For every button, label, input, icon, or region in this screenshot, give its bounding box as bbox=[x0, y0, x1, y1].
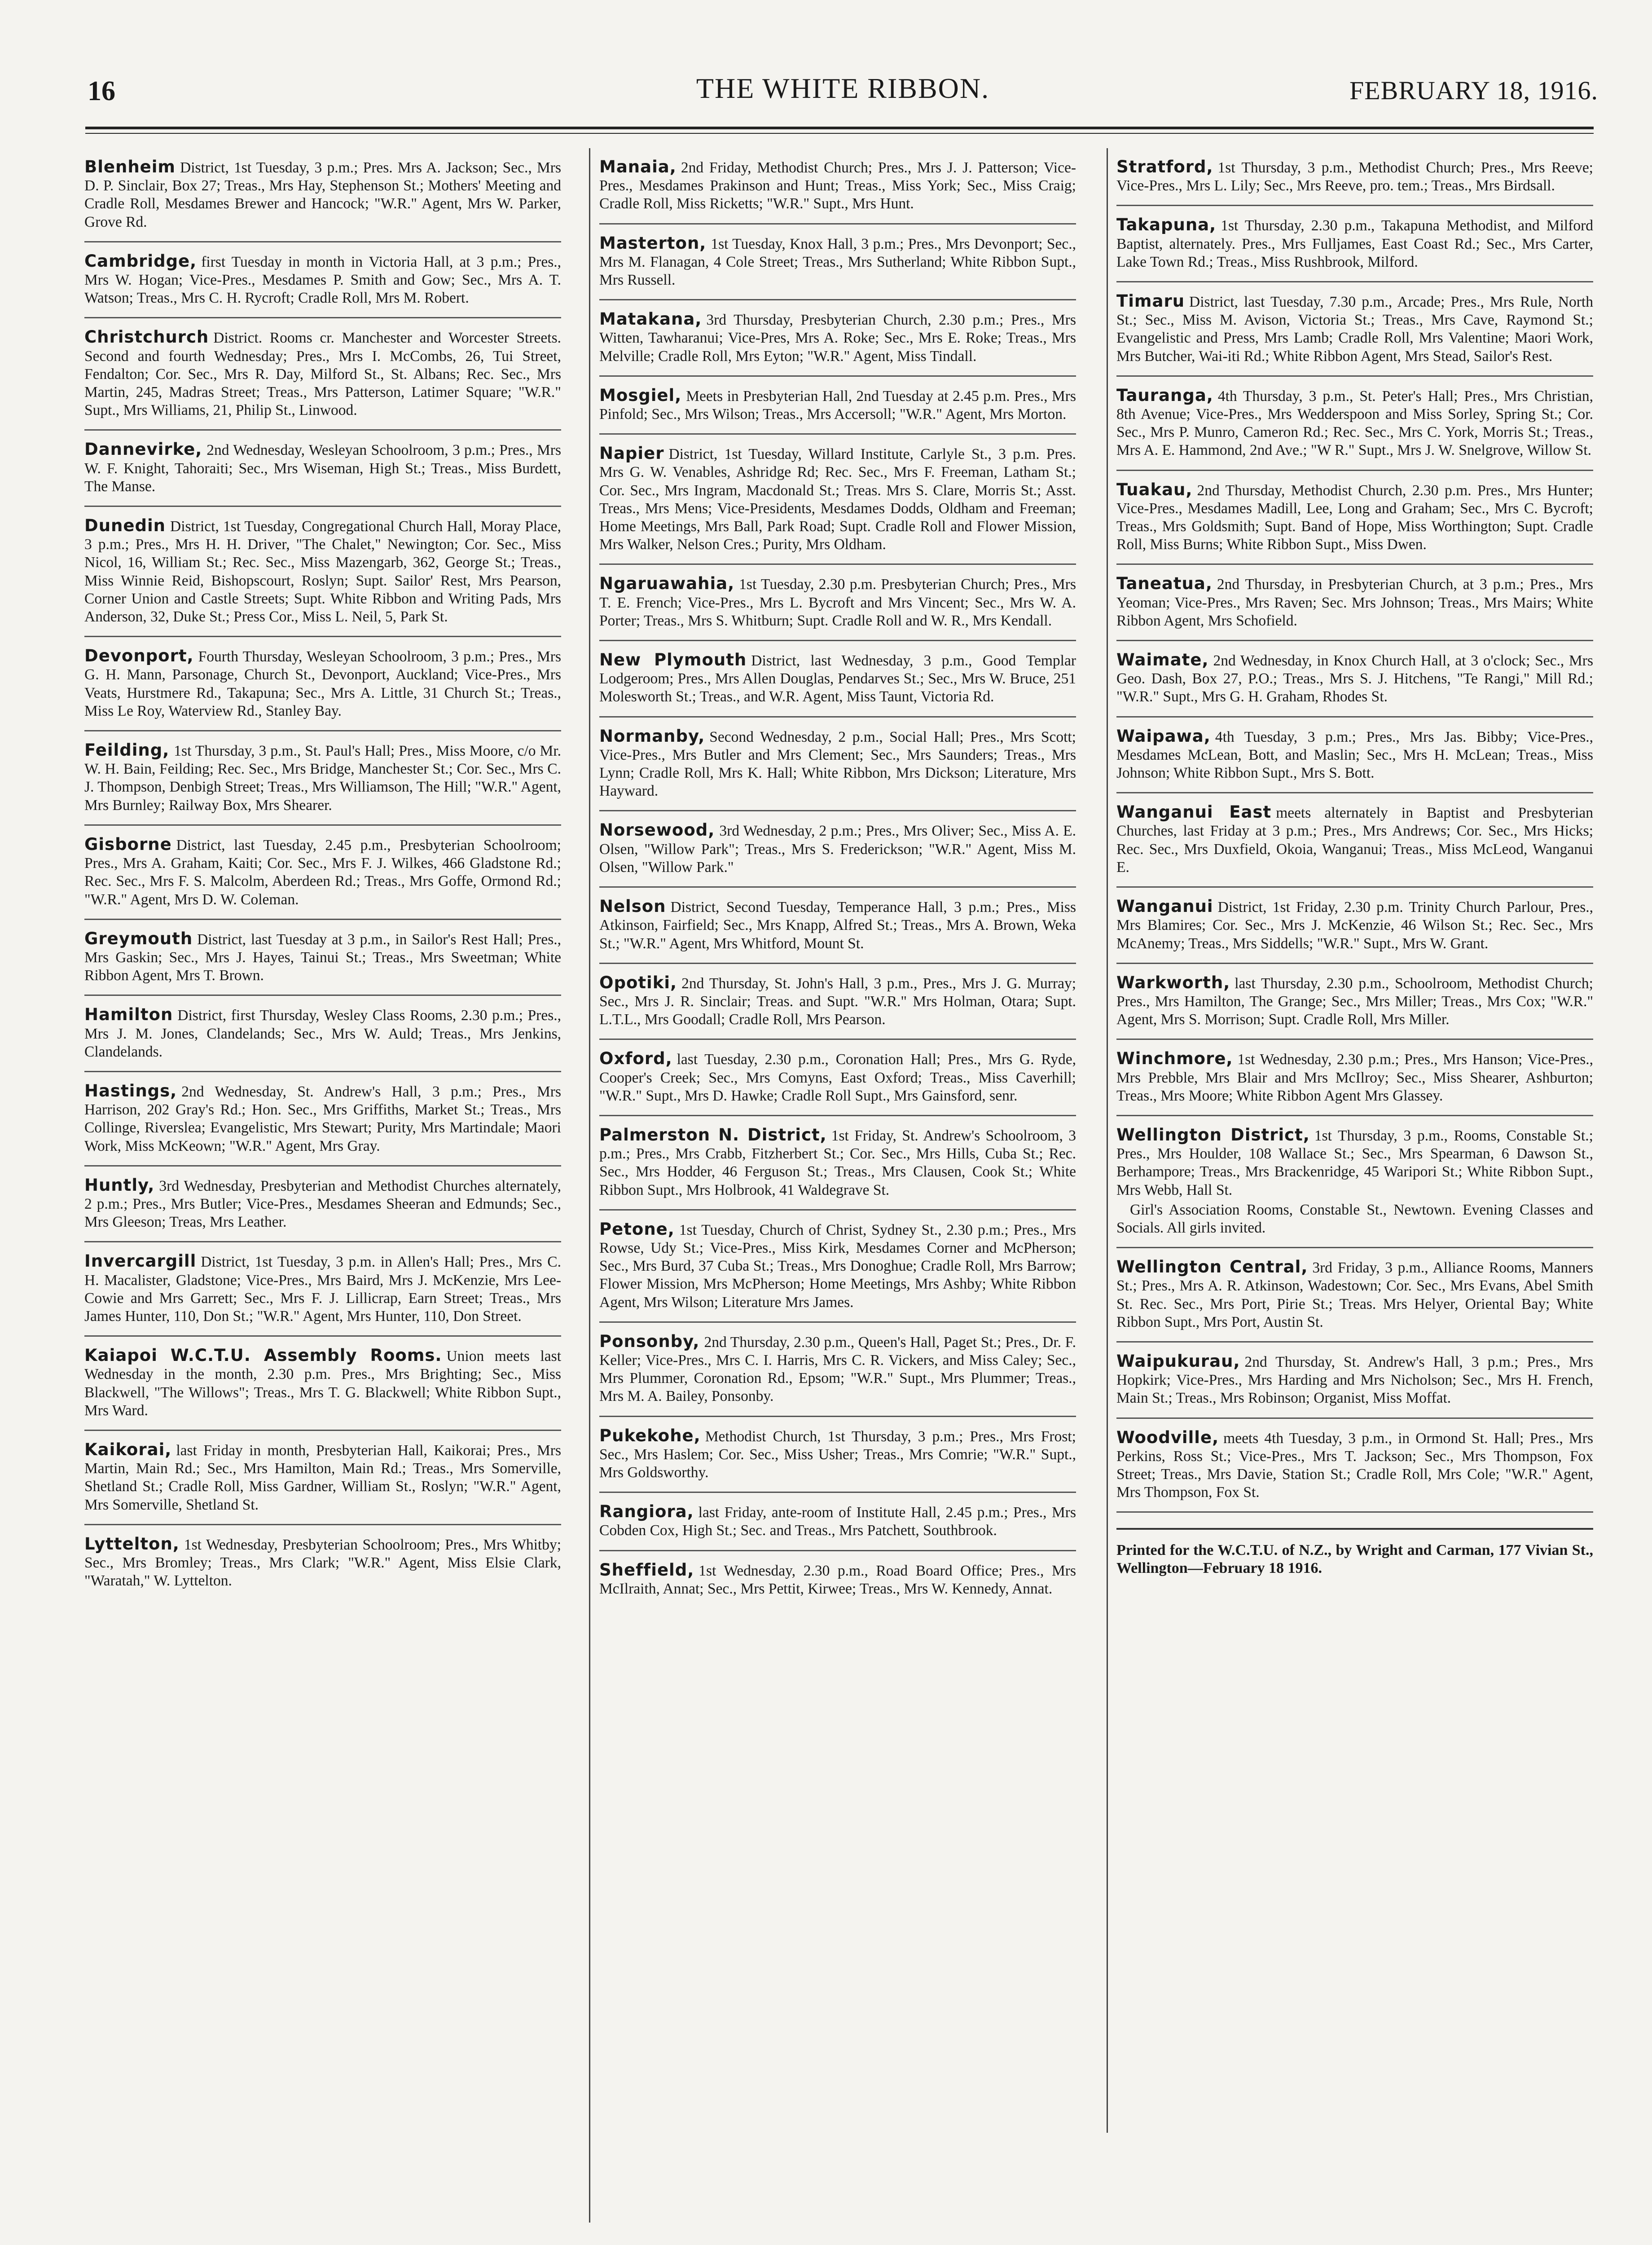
branch-entry bbox=[599, 148, 1076, 224]
branch-name: Woodville, bbox=[1116, 1427, 1219, 1447]
branch-entry bbox=[1116, 718, 1593, 794]
column-2 bbox=[599, 148, 1076, 1608]
branch-details: 1st Tuesday, 2.30 p.m. Presbyterian Church; Pres., Mrs T. E. French; Vice-Pres., Mrs L. Bycroft and Mrs Vincent; Sec., Mrs W. A. Porter; Treas., Mrs S. Whitburn; Supt. Cradle Roll and W. R., Mrs Kendall. bbox=[599, 576, 1076, 629]
branch-name: Huntly, bbox=[84, 1175, 155, 1195]
branch-name: Hastings, bbox=[84, 1081, 177, 1100]
branch-entry bbox=[599, 224, 1076, 301]
branch-entry bbox=[84, 1072, 561, 1167]
branch-details: Meets in Presbyterian Hall, 2nd Tuesday at 2.45 p.m. Pres., Mrs Pinfold; Sec., Mrs Wilson; Treas., Mrs Accersoll; "W.R." Agent, Mrs Morton. bbox=[599, 387, 1076, 423]
branch-entry bbox=[1116, 471, 1593, 565]
branch-entry bbox=[1116, 206, 1593, 282]
column-1 bbox=[84, 148, 561, 1600]
branch-details: 3rd Friday, 3 p.m., Alliance Rooms, Manners St.; Pres., Mrs A. R. Atkinson, Wadestown; Cor. Sec., Mrs Evans, Abel Smith St. Rec. Sec., Mrs Port, Pirie St.; Treas. Mrs Helyer, Oriental Bay; White Ribbon Supt., Mrs Port, Austin St. bbox=[1116, 1259, 1593, 1330]
branch-name: Kaikorai, bbox=[84, 1439, 172, 1459]
branch-details: 1st Friday, St. Andrew's Schoolroom, 3 p.m.; Pres., Mrs Crabb, Fitzherbert St.; Cor. Sec., Mrs Hills, Cuba St.; Rec. Sec., Mrs Hodder, 46 Ferguson St.; Treas., Mrs Clausen, Cook St.; White Ribbon Supt., Mrs Holbrook, 41 Waldegrave St. bbox=[599, 1127, 1076, 1198]
branch-details: last Friday in month, Presbyterian Hall, Kaikorai; Pres., Mrs Martin, Main Rd.; Sec., Mrs Hamilton, Main Rd.; Treas., Mrs Somerville, Shetland St.; Cradle Roll, Miss Gardner, William St., Roslyn; "W.R." Agent, Mrs Somerville, Shetland St. bbox=[84, 1442, 561, 1513]
branch-entry bbox=[84, 148, 561, 242]
branch-name: Norsewood, bbox=[599, 820, 715, 840]
branch-entry bbox=[599, 1493, 1076, 1551]
branch-note: Girl's Association Rooms, Constable St., Newtown. Evening Classes and Socials. All girls invited. bbox=[1116, 1201, 1593, 1236]
branch-details: 1st Thursday, 2.30 p.m., Takapuna Methodist, and Milford Baptist, alternately. Pres., Mrs Fulljames, East Coast Rd.; Sec., Mrs Carter, Lake Town Rd.; Treas., Miss Rushbrook, Milford. bbox=[1116, 217, 1593, 270]
branch-entry bbox=[599, 300, 1076, 377]
branch-name: Invercargill bbox=[84, 1251, 197, 1271]
branch-details: District, 1st Friday, 2.30 p.m. Trinity Church Parlour, Pres., Mrs Blamires; Cor. Sec., Mrs J. McKenzie, 46 Wilson St.; Rec. Sec., Mrs McAnemy; Treas., Mrs Siddells; "W.R." Supt., Mrs W. Grant. bbox=[1116, 899, 1593, 952]
branch-entry bbox=[1116, 793, 1593, 888]
branch-name: Takapuna, bbox=[1116, 215, 1217, 235]
printer-imprint: Printed for the W.C.T.U. of N.Z., by Wright and Carman, 177 Vivian St., Wellington—February 18 1916. bbox=[1116, 1528, 1593, 1577]
branch-details: 3rd Thursday, Presbyterian Church, 2.30 p.m.; Pres., Mrs Witten, Tawharanui; Vice-Pres, Mrs A. Roke; Sec., Mrs E. Roke; Treas., Mrs Melville; Cradle Roll, Mrs Eyton; "W.R." Agent, Miss Tindall. bbox=[599, 312, 1076, 365]
branch-name: Lyttelton, bbox=[84, 1534, 180, 1554]
branch-details: 2nd Wednesday, St. Andrew's Hall, 3 p.m.; Pres., Mrs Harrison, 202 Gray's Rd.; Hon. Sec., Mrs Griffiths, Market St.; Treas., Mrs Collinge, Riverslea; Evangelistic, Mrs Stewart; Purity, Mrs Martindale; Maori Work, Miss McKeown; "W.R." Agent, Mrs Gray. bbox=[84, 1083, 561, 1154]
branch-name: Gisborne bbox=[84, 834, 172, 854]
branch-name: Manaia, bbox=[599, 157, 677, 176]
branch-entry bbox=[84, 431, 561, 507]
branch-entry bbox=[599, 1040, 1076, 1116]
issue-date: FEBRUARY 18, 1916. bbox=[1349, 76, 1598, 105]
branch-name: Waipukurau, bbox=[1116, 1351, 1240, 1371]
branch-details: 2nd Thursday, in Presbyterian Church, at 3 p.m.; Pres., Mrs Yeoman; Vice-Pres., Mrs Raven; Sec. Mrs Johnson; Treas., Mrs Mairs; White Ribbon Agent, Mrs Schofield. bbox=[1116, 576, 1593, 629]
branch-details: District, last Wednesday, 3 p.m., Good Templar Lodgeroom; Pres., Mrs Allen Douglas, Pendarves St.; Sec., Mrs W. Bruce, 251 Molesworth St.; Treas., and W.R. Agent, Miss Taunt, Victoria Rd. bbox=[599, 652, 1076, 705]
branch-entry bbox=[84, 507, 561, 637]
branch-details: 2nd Thursday, St. John's Hall, 3 p.m., Pres., Mrs J. G. Murray; Sec., Mrs J. R. Sinclair; Treas. and Supt. "W.R." Mrs Holman, Otara; Supt. L.T.L., Mrs Goodall; Cradle Roll, Mrs Pearson. bbox=[599, 975, 1076, 1028]
branch-details: meets alternately in Baptist and Presbyterian Churches, last Friday at 3 p.m.; Pres., Mrs Andrews; Cor. Sec., Mrs Hicks; Rec. Sec., Mrs Duxfield, Okoia, Wanganui; Treas., Miss McLeod, Wanganui E. bbox=[1116, 805, 1593, 876]
branch-entry bbox=[1116, 565, 1593, 641]
branch-entry bbox=[599, 718, 1076, 812]
branch-name: Winchmore, bbox=[1116, 1049, 1233, 1069]
branch-name: Palmerston N. District, bbox=[599, 1125, 827, 1145]
branch-details: District, first Thursday, Wesley Class Rooms, 2.30 p.m.; Pres., Mrs J. M. Jones, Clandelands; Sec., Mrs W. Auld; Treas., Mrs Jenkins, Clandelands. bbox=[84, 1007, 561, 1060]
branch-name: Petone, bbox=[599, 1219, 675, 1239]
branch-name: Taneatua, bbox=[1116, 574, 1213, 594]
branch-entry bbox=[84, 637, 561, 731]
branch-details: District, 1st Tuesday, Congregational Church Hall, Moray Place, 3 p.m.; Pres., Mrs H. H. Driver, "The Chalet," Newington; Cor. Sec., Miss Nicol, 16, William St.; Rec. Sec., Miss Mazengarb, 362, George St.; Treas., Miss Winnie Reid, Bishopscourt, Roslyn; Supt. Sailor' Rest, Mrs Pearson, Corner Union and Castle Streets; Supt. White Ribbon and Writing Pads, Mrs Anderson, 32, Duke St.; Press Cor., Miss L. Neil, 5, Park St. bbox=[84, 518, 561, 625]
branch-entry bbox=[599, 1116, 1076, 1211]
branch-entry bbox=[1116, 148, 1593, 206]
branch-details: Methodist Church, 1st Thursday, 3 p.m.; Pres., Mrs Frost; Sec., Mrs Haslem; Cor. Sec., Miss Usher; Treas., Mrs Comrie; "W.R." Supt., Mrs Goldsworthy. bbox=[599, 1428, 1076, 1481]
branch-details: 1st Tuesday, Knox Hall, 3 p.m.; Pres., Mrs Devonport; Sec., Mrs M. Flanagan, 4 Cole Street; Treas., Mrs Sutherland; White Ribbon Supt., Mrs Russell. bbox=[599, 235, 1076, 289]
branch-entry bbox=[84, 242, 561, 319]
branch-name: Greymouth bbox=[84, 929, 193, 948]
branch-entry bbox=[599, 1551, 1076, 1608]
branch-name: Matakana, bbox=[599, 309, 702, 329]
branch-name: Wellington District, bbox=[1116, 1125, 1310, 1145]
branch-details: 1st Wednesday, 2.30 p.m., Road Board Office; Pres., Mrs McIlraith, Annat; Sec., Mrs Pettit, Kirwee; Treas., Mrs W. Kennedy, Annat. bbox=[599, 1562, 1076, 1597]
branch-details: 2nd Thursday, 2.30 p.m., Queen's Hall, Paget St.; Pres., Dr. F. Keller; Vice-Pres., Mrs C. I. Harris, Mrs C. R. Vickers, and Miss Caley; Sec., Mrs Plummer, Coronation Rd., Epsom; "W.R." Supt., Mrs Plummer; Treas., Mrs M. A. Bailey, Ponsonby. bbox=[599, 1334, 1076, 1405]
branch-entry bbox=[599, 1323, 1076, 1417]
branch-name: New Plymouth bbox=[599, 650, 747, 670]
branch-details: first Tuesday in month in Victoria Hall, at 3 p.m.; Pres., Mrs W. Hogan; Vice-Pres., Mesdames P. Smith and Gow; Sec., Mrs A. T. Watson; Treas., Mrs C. H. Rycroft; Cradle Roll, Mrs M. Robert. bbox=[84, 253, 561, 307]
branch-details: 4th Thursday, 3 p.m., St. Peter's Hall; Pres., Mrs Christian, 8th Avenue; Vice-Pres., Mrs Wedderspoon and Miss Sorley, Spring St.; Cor. Sec., Mrs P. Munro, Cameron Rd.; Rec. Sec., Mrs C. York, Morris St.; Treas., Mrs A. E. Hammond, 2nd Ave.; "W R." Supt., Mrs J. W. Snelgrove, Willow St. bbox=[1116, 387, 1593, 459]
branch-entry bbox=[84, 1242, 561, 1337]
branch-details: 1st Wednesday, Presbyterian Schoolroom; Pres., Mrs Whitby; Sec., Mrs Bromley; Treas., Mrs Clark; "W.R." Agent, Miss Elsie Clark, "Waratah," W. Lyttelton. bbox=[84, 1536, 561, 1589]
branch-details: 2nd Thursday, Methodist Church, 2.30 p.m. Pres., Mrs Hunter; Vice-Pres., Mesdames Madill, Lee, Long and Graham; Sec., Mrs C. Bycroft; Treas., Mrs Goldsmith; Supt. Band of Hope, Miss Worthington; Supt. Cradle Roll, Miss Burns; White Ribbon Supt., Miss Dwen. bbox=[1116, 482, 1593, 553]
branch-entry bbox=[1116, 964, 1593, 1040]
branch-details: Second Wednesday, 2 p.m., Social Hall; Pres., Mrs Scott; Vice-Pres., Mrs Butler and Mrs Clement; Sec., Mrs Saunders; Treas., Mrs Lynn; Cradle Roll, Mrs K. Hall; White Ribbon, Mrs Dickson; Literature, Mrs Hayward. bbox=[599, 728, 1076, 800]
branch-name: Devonport, bbox=[84, 646, 194, 666]
branch-entry bbox=[84, 996, 561, 1072]
branch-details: District, last Tuesday, 7.30 p.m., Arcade; Pres., Mrs Rule, North St.; Sec., Miss M. Avison, Victoria St.; Treas., Mrs Cave, Raymond St.; Evangelistic and Press, Mrs Lamb; Cradle Roll, Mrs Valentine; Maori Work, Mrs Butcher, Wai-iti Rd.; White Ribbon Agent, Mrs Stead, Sailor's Rest. bbox=[1116, 294, 1593, 365]
branch-details: 1st Tuesday, Church of Christ, Sydney St., 2.30 p.m.; Pres., Mrs Rowse, Udy St.; Vice-Pres., Miss Kirk, Mesdames Corner and McPherson; Sec., Mrs Burd, 37 Cuba St.; Treas., Mrs Donoghue; Cradle Roll, Mrs Barrow; Flower Mission, Mrs McPherson; Home Meetings, Mrs Ashby; White Ribbon Agent, Mrs Wilson; Literature Mrs James. bbox=[599, 1221, 1076, 1311]
branch-name: Sheffield, bbox=[599, 1560, 694, 1580]
branch-entry bbox=[84, 1337, 561, 1431]
branch-details: District, last Tuesday at 3 p.m., in Sailor's Rest Hall; Pres., Mrs Gaskin; Sec., Mrs J. Hayes, Tainui St.; Treas., Mrs Sweetman; White Ribbon Agent, Mrs T. Brown. bbox=[84, 931, 561, 984]
branch-name: Masterton, bbox=[599, 233, 707, 253]
branch-entry bbox=[599, 435, 1076, 565]
branch-details: last Friday, ante-room of Institute Hall, 2.45 p.m.; Pres., Mrs Cobden Cox, High St.; Sec. and Treas., Mrs Patchett, Southbrook. bbox=[599, 1504, 1076, 1539]
branch-entry bbox=[1116, 1248, 1593, 1343]
branch-name: Timaru bbox=[1116, 291, 1185, 311]
branch-details: 1st Wednesday, 2.30 p.m.; Pres., Mrs Hanson; Vice-Pres., Mrs Prebble, Mrs Blair and Mrs McIlroy; Sec., Miss Shearer, Ashburton; Treas., Mrs Moore; White Ribbon Agent Mrs Glassey. bbox=[1116, 1051, 1593, 1104]
branch-name: Pukekohe, bbox=[599, 1426, 701, 1445]
branch-name: Cambridge, bbox=[84, 251, 197, 271]
branch-name: Mosgiel, bbox=[599, 385, 682, 405]
branch-entry bbox=[599, 811, 1076, 888]
branch-name: Hamilton bbox=[84, 1005, 173, 1025]
page-number: 16 bbox=[88, 76, 115, 106]
branch-name: Christchurch bbox=[84, 327, 209, 347]
branch-name: Opotiki, bbox=[599, 973, 677, 992]
branch-entry bbox=[84, 1525, 561, 1600]
branch-entry bbox=[1116, 377, 1593, 471]
column-3 bbox=[1116, 148, 1593, 1577]
branch-details: 2nd Wednesday, Wesleyan Schoolroom, 3 p.m.; Pres., Mrs W. F. Knight, Tahoraiti; Sec., Mrs Wiseman, High St.; Treas., Miss Burdett, The Manse. bbox=[84, 442, 561, 495]
branch-entry bbox=[599, 565, 1076, 641]
branch-name: Dannevirke, bbox=[84, 440, 202, 459]
branch-entry bbox=[1116, 282, 1593, 377]
branch-details: 3rd Wednesday, 2 p.m.; Pres., Mrs Oliver; Sec., Miss A. E. Olsen, "Willow Park"; Treas., Mrs S. Frederickson; "W.R." Agent, Miss M. Olsen, "Willow Park." bbox=[599, 823, 1076, 876]
branch-details: 4th Tuesday, 3 p.m.; Pres., Mrs Jas. Bibby; Vice-Pres., Mesdames McLean, Bott, and Maslin; Sec., Mrs H. McLean; Treas., Miss Johnson; White Ribbon Supt., Mrs S. Bott. bbox=[1116, 728, 1593, 782]
branch-name: Tauranga, bbox=[1116, 385, 1213, 405]
branch-details: District, 1st Tuesday, Willard Institute, Carlyle St., 3 p.m. Pres. Mrs G. W. Venables, Ashridge Rd; Rec. Sec., Mrs F. Freeman, Latham St.; Cor. Sec., Mrs Ingram, Macdonald St.; Treas. Mrs S. Clare, Morris St.; Asst. Treas., Mrs Mens; Vice-Presidents, Mesdames Dodds, Oldham and Freeman; Home Meetings, Mrs Ball, Park Road; Supt. Cradle Roll and Flower Mission, Mrs Walker, Nelson Cres.; Purity, Mrs Oldham. bbox=[599, 446, 1076, 553]
branch-name: Tuakau, bbox=[1116, 480, 1193, 499]
branch-details: 2nd Wednesday, in Knox Church Hall, at 3 o'clock; Sec., Mrs Geo. Dash, Box 27, P.O.; Treas., Mrs S. J. Hitchens, "Te Rangi," Mill Rd.; "W.R." Supt., Mrs G. H. Graham, Rhodes St. bbox=[1116, 652, 1593, 705]
branch-entry bbox=[599, 377, 1076, 435]
branch-entry bbox=[599, 964, 1076, 1040]
branch-name: Waimate, bbox=[1116, 650, 1209, 670]
branch-details: District, last Tuesday, 2.45 p.m., Presbyterian Schoolroom; Pres., Mrs A. Graham, Kaiti; Cor. Sec., Mrs F. J. Wilkes, 466 Gladstone Rd.; Rec. Sec., Mrs F. S. Malcolm, Aberdeen Rd.; Treas., Mrs Goffe, Ormond Rd.; "W.R." Agent, Mrs D. W. Coleman. bbox=[84, 836, 561, 908]
branch-entry bbox=[84, 318, 561, 431]
publication-title: THE WHITE RIBBON. bbox=[696, 72, 990, 104]
branch-name: Stratford, bbox=[1116, 157, 1213, 176]
branch-name: Wanganui bbox=[1116, 897, 1213, 916]
header-rule-thin bbox=[85, 133, 1594, 134]
branch-name: Normanby, bbox=[599, 726, 705, 746]
branch-details: 1st Thursday, 3 p.m., Rooms, Constable St.; Pres., Mrs Houlder, 108 Wallace St.; Sec., Mrs Spearman, 6 Dawson St., Berhampore; Treas., Mrs Brackenridge, 45 Waripori St.; White Ribbon Supt., Mrs Webb, Hall St. bbox=[1116, 1127, 1593, 1198]
branch-name: Blenheim bbox=[84, 157, 176, 176]
branch-name: Oxford, bbox=[599, 1049, 672, 1069]
branch-name: Ponsonby, bbox=[599, 1331, 700, 1351]
branch-entry bbox=[599, 1211, 1076, 1323]
branch-entry bbox=[84, 1167, 561, 1243]
branch-entry bbox=[599, 888, 1076, 964]
branch-details: Union meets last Wednesday in the month, 2.30 p.m. Pres., Mrs Brighting; Sec., Miss Blackwell, "The Willows"; Treas., Mrs T. G. Blackwell; White Ribbon Supt., Mrs Ward. bbox=[84, 1348, 562, 1419]
branch-name: Nelson bbox=[599, 897, 666, 916]
branch-entry bbox=[84, 920, 561, 996]
branch-entry bbox=[1116, 1116, 1593, 1248]
branch-name: Wellington Central, bbox=[1116, 1257, 1308, 1277]
branch-entry bbox=[84, 731, 561, 826]
branch-entry bbox=[1116, 1419, 1593, 1513]
branch-name: Kaiapoi W.C.T.U. Assembly Rooms. bbox=[84, 1346, 442, 1365]
branch-details: meets 4th Tuesday, 3 p.m., in Ormond St. Hall; Pres., Mrs Perkins, Ross St.; Vice-Pres., Mrs T. Jackson; Sec., Mrs Thompson, Fox Street; Treas., Mrs Davie, Station St.; Cradle Roll, Mrs Cole; "W.R." Agent, Mrs Thompson, Fox St. bbox=[1116, 1430, 1593, 1501]
header-rule bbox=[85, 127, 1594, 129]
branch-name: Napier bbox=[599, 444, 664, 463]
column-divider bbox=[1107, 148, 1108, 2133]
branch-details: District, Second Tuesday, Temperance Hall, 3 p.m.; Pres., Miss Atkinson, Fairfield; Sec., Mrs Knapp, Alfred St.; Treas., Mrs A. Brown, Weka St.; "W.R." Agent, Mrs Whitford, Mount St. bbox=[599, 899, 1076, 952]
branch-name: Dunedin bbox=[84, 516, 166, 536]
branch-name: Waipawa, bbox=[1116, 726, 1211, 746]
branch-details: 1st Thursday, 3 p.m., St. Paul's Hall; Pres., Miss Moore, c/o Mr. W. H. Bain, Feilding; Rec. Sec., Mrs Bridge, Manchester St.; Cor. Sec., Mrs C. J. Thompson, Denbigh Street; Treas., Mrs Williamson, The Hill; "W.R." Agent, Mrs Burnley; Railway Box, Mrs Shearer. bbox=[84, 743, 561, 814]
branch-name: Wanganui East bbox=[1116, 802, 1272, 822]
branch-details: last Tuesday, 2.30 p.m., Coronation Hall; Pres., Mrs G. Ryde, Cooper's Creek; Sec., Mrs Comyns, East Oxford; Treas., Miss Caverhill; "W.R." Supt., Mrs D. Hawke; Cradle Roll Supt., Mrs Gainsford, senr. bbox=[599, 1051, 1076, 1104]
branch-entry bbox=[599, 1417, 1076, 1493]
branch-name: Rangiora, bbox=[599, 1502, 694, 1522]
branch-details: District. Rooms cr. Manchester and Worcester Streets. Second and fourth Wednesday; Pres., Mrs I. McCombs, 26, Tui Street, Fendalton; Cor. Sec., Mrs R. Day, Milford St., St. Albans; Rec. Sec., Mrs Martin, 245, Madras Street; Treas., Mrs Patterson, Latimer Square; "W.R." Supt., Mrs Williams, 21, Philip St., Linwood. bbox=[84, 330, 561, 419]
branch-details: District, 1st Tuesday, 3 p.m. in Allen's Hall; Pres., Mrs C. H. Macalister, Gladstone; Vice-Pres., Mrs Baird, Mrs J. McKenzie, Mrs Lee-Cowie and Mrs Garrett; Sec., Mrs F. J. Lillicrap, Earn Street; Treas., Mrs James Hunter, 110, Don St.; "W.R." Agent, Mrs Hunter, 110, Don Street. bbox=[84, 1254, 561, 1325]
branch-details: Fourth Thursday, Wesleyan Schoolroom, 3 p.m.; Pres., Mrs G. H. Mann, Parsonage, Church St., Devonport, Auckland; Vice-Pres., Mrs Veats, Hurstmere Rd., Takapuna; Sec., Mrs A. Little, 31 Church St.; Treas., Miss Le Roy, Waterview Rd., Stanley Bay. bbox=[84, 648, 561, 719]
branch-entry bbox=[1116, 1343, 1593, 1419]
branch-entry bbox=[1116, 641, 1593, 718]
branch-details: last Thursday, 2.30 p.m., Schoolroom, Methodist Church; Pres., Mrs Hamilton, The Grange; Sec., Mrs Miller; Treas., Mrs Cox; "W.R." Agent, Mrs S. Morrison; Supt. Cradle Roll, Mrs Miller. bbox=[1116, 975, 1593, 1028]
branch-name: Feilding, bbox=[84, 740, 170, 760]
branch-details: 3rd Wednesday, Presbyterian and Methodist Churches alternately, 2 p.m.; Pres., Mrs Butler; Vice-Pres., Mesdames Sheeran and Edmunds; Sec., Mrs Gleeson; Treas, Mrs Leather. bbox=[84, 1177, 561, 1231]
branch-entry bbox=[1116, 888, 1593, 964]
branch-entry bbox=[84, 826, 561, 920]
branch-name: Ngaruawahia, bbox=[599, 574, 735, 594]
page-header bbox=[88, 72, 1598, 112]
column-divider bbox=[589, 148, 590, 2223]
branch-details: 2nd Thursday, St. Andrew's Hall, 3 p.m.; Pres., Mrs Hopkirk; Vice-Pres., Mrs Harding and Mrs Nicholson; Sec., Mrs H. French, Main St.; Treas., Mrs Robinson; Organist, Miss Moffat. bbox=[1116, 1353, 1593, 1407]
branch-entry bbox=[599, 641, 1076, 718]
branch-entry bbox=[84, 1431, 561, 1525]
branch-details: District, 1st Tuesday, 3 p.m.; Pres. Mrs A. Jackson; Sec., Mrs D. P. Sinclair, Box 27; Treas., Mrs Hay, Stephenson St.; Mothers' Meeting and Cradle Roll, Mesdames Brewer and Hancock; "W.R." Agent, Mrs W. Parker, Grove Rd. bbox=[84, 159, 561, 230]
branch-entry bbox=[1116, 1040, 1593, 1116]
branch-name: Warkworth, bbox=[1116, 973, 1230, 992]
branch-details: 1st Thursday, 3 p.m., Methodist Church; Pres., Mrs Reeve; Vice-Pres., Mrs L. Lily; Sec., Mrs Reeve, pro. tem.; Treas., Mrs Birdsall. bbox=[1116, 159, 1593, 194]
branch-details: 2nd Friday, Methodist Church; Pres., Mrs J. J. Patterson; Vice-Pres., Mesdames Prakinson and Hunt; Treas., Miss York; Sec., Miss Craig; Cradle Roll, Miss Ricketts; "W.R." Supt., Mrs Hunt. bbox=[599, 159, 1076, 212]
